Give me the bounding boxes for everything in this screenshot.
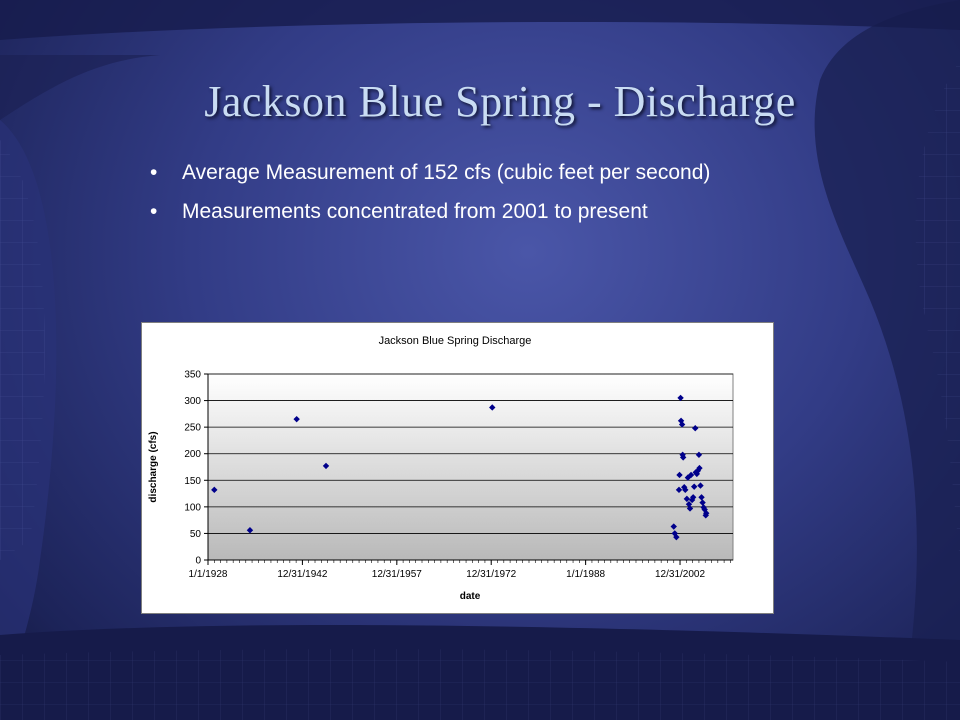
x-tick-label: 12/31/2002 — [654, 569, 706, 580]
y-tick-label: 200 — [184, 449, 201, 461]
x-tick-label: 1/1/1988 — [566, 569, 606, 580]
y-tick-label: 50 — [189, 528, 201, 540]
bullet-text: Measurements concentrated from 2001 to present — [182, 200, 648, 223]
plot-area — [208, 374, 733, 560]
bullet-mark: • — [150, 200, 158, 223]
y-tick-label: 300 — [184, 396, 201, 408]
x-tick-label: 1/1/1928 — [188, 569, 228, 580]
y-tick-label: 350 — [184, 369, 201, 381]
bullet-list — [150, 158, 790, 236]
y-tick-label: 100 — [184, 502, 201, 514]
x-tick-label: 12/31/1942 — [277, 569, 328, 580]
bullet-text: Average Measurement of 152 cfs (cubic feet per second) — [182, 161, 711, 184]
discharge-scatter-chart — [142, 323, 773, 613]
y-tick-label: 0 — [195, 555, 201, 567]
x-axis-label: date — [459, 591, 481, 602]
x-axis — [189, 560, 733, 580]
y-axis-label: discharge (cfs) — [148, 431, 159, 503]
bullet-mark: • — [150, 161, 158, 184]
y-axis — [184, 370, 208, 567]
chart-title: Jackson Blue Spring Discharge — [378, 335, 532, 347]
chart-container — [141, 322, 774, 614]
y-tick-label: 150 — [184, 475, 201, 487]
x-tick-label: 12/31/1972 — [466, 569, 517, 580]
bullet-item — [150, 197, 790, 226]
slide-title: Jackson Blue Spring - Discharge — [204, 77, 796, 126]
bullet-item — [150, 158, 790, 187]
x-tick-label: 12/31/1957 — [371, 569, 422, 580]
y-tick-label: 250 — [184, 422, 201, 434]
